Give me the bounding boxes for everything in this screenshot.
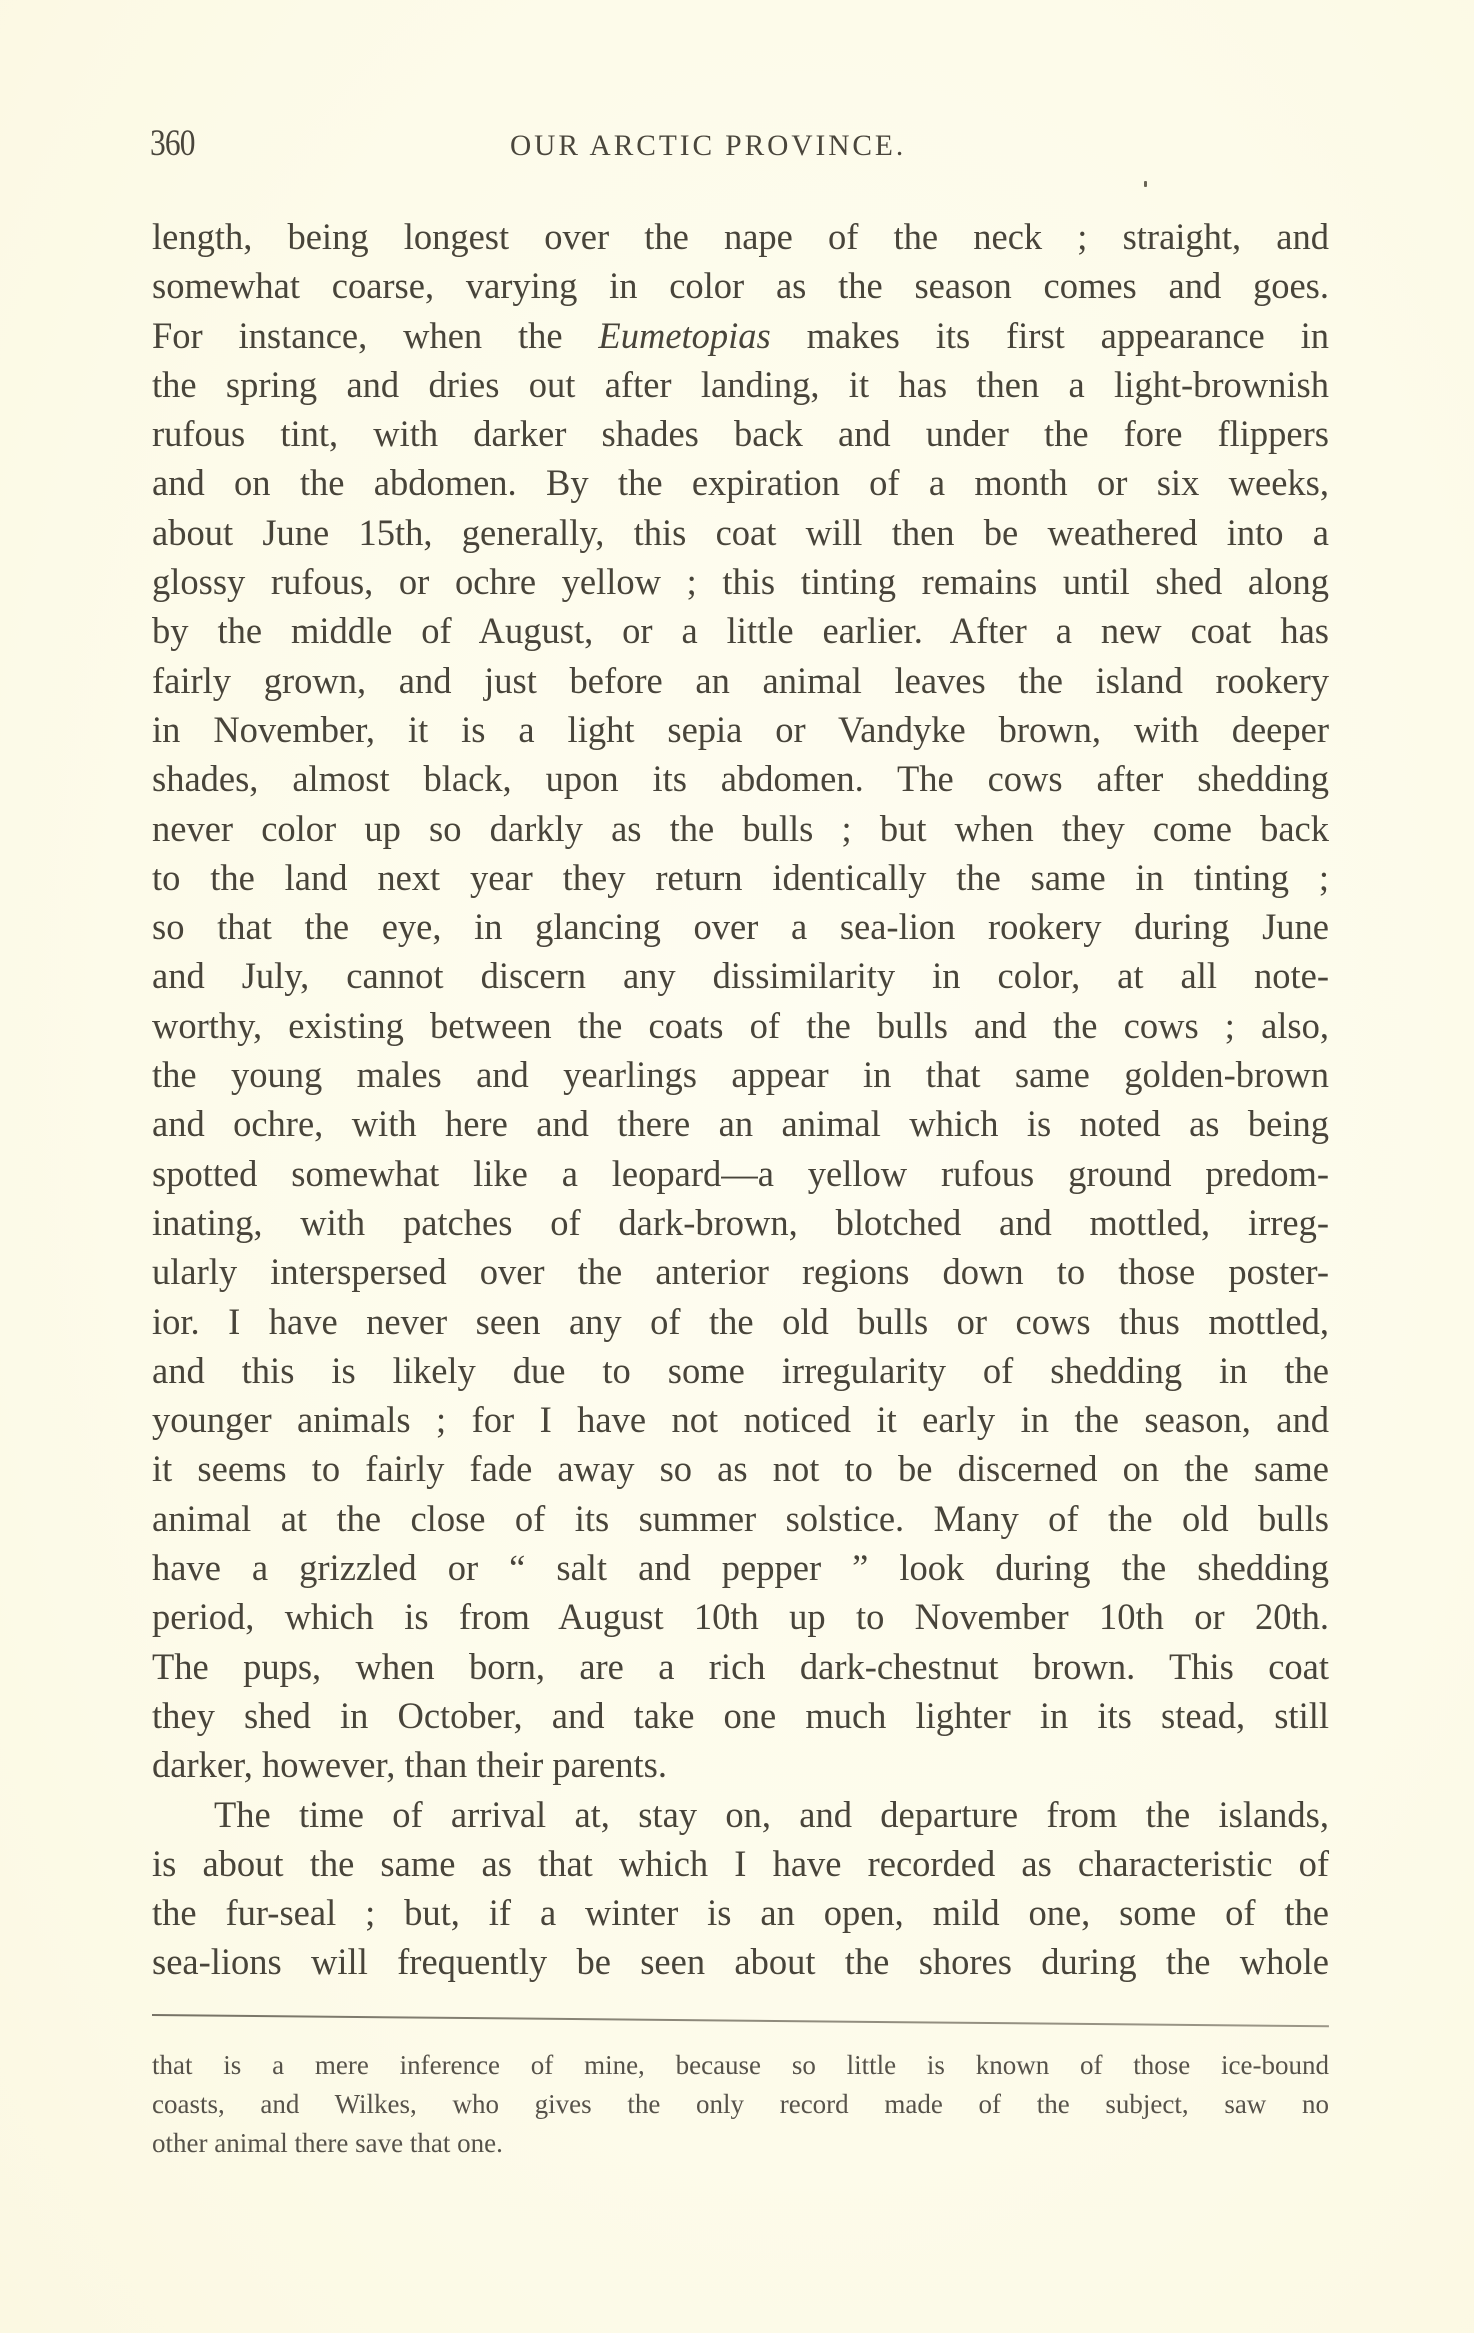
text-line: by the middle of August, or a little earlier. After a new coat has <box>152 610 1329 652</box>
text-line: ior. I have never seen any of the old bulls or cows thus mottled, <box>152 1300 1329 1342</box>
text-line: fairly grown, and just before an animal leaves the island rookery <box>152 659 1329 701</box>
text-line: glossy rufous, or ochre yellow ; this tinting remains until shed along <box>152 561 1329 603</box>
text-line: the fur-seal ; but, if a winter is an open, mild one, some of the <box>152 1892 1329 1934</box>
text-line: younger animals ; for I have not noticed it early in the season, and <box>152 1399 1329 1441</box>
text-line: in November, it is a light sepia or Vandyke brown, with deeper <box>152 708 1329 750</box>
body-text <box>152 212 1329 1987</box>
text-line: and this is likely due to some irregularity of shedding in the <box>152 1349 1329 1391</box>
text-line: somewhat coarse, varying in color as the season comes and goes. <box>152 265 1329 307</box>
text-line: the spring and dries out after landing, it has then a light-brownish <box>152 363 1329 405</box>
text-line: worthy, existing between the coats of the bulls and the cows ; also, <box>152 1004 1329 1046</box>
footnote-line: that is a mere inference of mine, because so little is known of those ice-bound <box>152 2050 1329 2080</box>
text-line: For instance, when the Eumetopias makes its first appearance in <box>152 314 1329 356</box>
text-line: the young males and yearlings appear in that same golden-brown <box>152 1054 1329 1096</box>
text-line: The pups, when born, are a rich dark-chestnut brown. This coat <box>152 1645 1329 1687</box>
text-line: rufous tint, with darker shades back and under the fore flippers <box>152 413 1329 455</box>
text-line: is about the same as that which I have recorded as characteristic of <box>152 1842 1329 1884</box>
text-line: length, being longest over the nape of the neck ; straight, and <box>152 216 1329 257</box>
running-head <box>150 124 1328 164</box>
text-line: The time of arrival at, stay on, and departure from the islands, <box>214 1793 1329 1835</box>
print-speck <box>1144 181 1147 187</box>
italic-term: Eumetopias <box>598 314 771 356</box>
text-line: sea-lions will frequently be seen about the shores during the whole <box>152 1941 1329 1983</box>
text-line: and ochre, with here and there an animal which is noted as being <box>152 1103 1329 1145</box>
text-line: animal at the close of its summer solstice. Many of the old bulls <box>152 1497 1329 1539</box>
footnote-rule <box>152 2014 1329 2027</box>
text-line: about June 15th, generally, this coat will then be weathered into a <box>152 511 1329 553</box>
text-line: ularly interspersed over the anterior regions down to those poster- <box>152 1251 1329 1293</box>
text-line: darker, however, than their parents. <box>152 1744 667 1786</box>
text-line: have a grizzled or “ salt and pepper ” look during the shedding <box>152 1547 1329 1589</box>
text-line: shades, almost black, upon its abdomen. The cows after shedding <box>152 758 1329 800</box>
text-line: never color up so darkly as the bulls ; but when they come back <box>152 807 1329 849</box>
footnote-line: other animal there save that one. <box>152 2128 503 2158</box>
text-line: so that the eye, in glancing over a sea-lion rookery during June <box>152 906 1329 948</box>
text-line: to the land next year they return identically the same in tinting ; <box>152 856 1329 898</box>
footnote <box>152 2046 1329 2163</box>
text-line: it seems to fairly fade away so as not to be discerned on the same <box>152 1448 1329 1490</box>
text-line: and on the abdomen. By the expiration of a month or six weeks, <box>152 462 1329 504</box>
footnote-line: coasts, and Wilkes, who gives the only record made of the subject, saw no <box>152 2089 1329 2119</box>
text-line: spotted somewhat like a leopard—a yellow rufous ground predom- <box>152 1152 1329 1194</box>
paragraph <box>152 1790 1329 1987</box>
text-line: period, which is from August 10th up to November 10th or 20th. <box>152 1596 1329 1638</box>
text-line: they shed in October, and take one much lighter in its stead, still <box>152 1694 1329 1736</box>
text-line: inating, with patches of dark-brown, blotched and mottled, irreg- <box>152 1201 1329 1243</box>
running-title: OUR ARCTIC PROVINCE. <box>510 129 907 162</box>
text-line: and July, cannot discern any dissimilarity in color, at all note- <box>152 955 1329 997</box>
page-number: 360 <box>150 123 195 164</box>
paragraph <box>152 212 1329 1790</box>
